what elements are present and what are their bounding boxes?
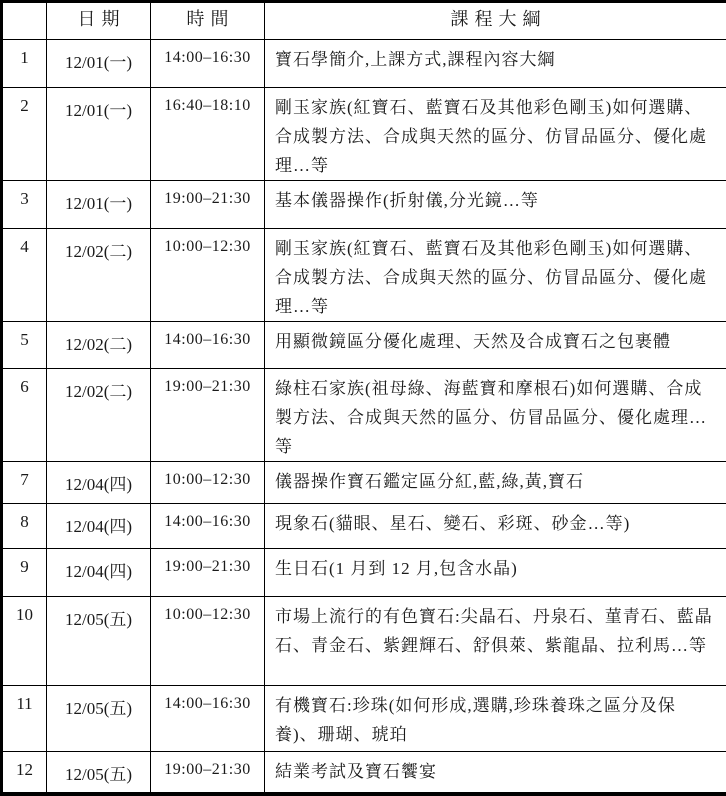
table-row [2,549,726,597]
row-number-cell: 3 [2,181,47,229]
outline-cell: 有機寶石:珍珠(如何形成,選購,珍珠養珠之區分及保養)、珊瑚、琥珀 [265,686,726,752]
table-row [2,40,726,88]
table-row [2,369,726,462]
header-date: 日期 [47,2,151,40]
row-number-cell: 12 [2,752,47,794]
table-row [2,462,726,504]
date-cell: 12/04(四) [47,504,151,549]
row-number-cell: 8 [2,504,47,549]
date-cell: 12/01(一) [47,40,151,88]
date-cell: 12/01(一) [47,88,151,181]
time-cell: 14:00–16:30 [151,40,265,88]
table-row [2,686,726,752]
row-number-cell: 7 [2,462,47,504]
time-cell: 14:00–16:30 [151,322,265,369]
outline-cell: 剛玉家族(紅寶石、藍寶石及其他彩色剛玉)如何選購、合成製方法、合成與天然的區分、仿冒品區分、優化處理…等 [265,229,726,322]
table-row [2,752,726,794]
time-cell: 19:00–21:30 [151,752,265,794]
row-number-cell: 10 [2,597,47,686]
row-number-cell: 5 [2,322,47,369]
row-number-cell: 4 [2,229,47,322]
table-row [2,229,726,322]
table-row [2,504,726,549]
date-cell: 12/02(二) [47,369,151,462]
date-cell: 12/02(二) [47,229,151,322]
date-cell: 12/02(二) [47,322,151,369]
outline-cell: 基本儀器操作(折射儀,分光鏡…等 [265,181,726,229]
row-number-cell: 11 [2,686,47,752]
outline-cell: 寶石學簡介,上課方式,課程內容大綱 [265,40,726,88]
table-row [2,88,726,181]
time-cell: 16:40–18:10 [151,88,265,181]
time-cell: 19:00–21:30 [151,369,265,462]
outline-cell: 用顯微鏡區分優化處理、天然及合成寶石之包裹體 [265,322,726,369]
time-cell: 19:00–21:30 [151,549,265,597]
header-index [2,2,47,40]
outline-cell: 剛玉家族(紅寶石、藍寶石及其他彩色剛玉)如何選購、合成製方法、合成與天然的區分、仿冒品區分、優化處理…等 [265,88,726,181]
outline-cell: 綠柱石家族(祖母綠、海藍寶和摩根石)如何選購、合成製方法、合成與天然的區分、仿冒品區分、優化處理…等 [265,369,726,462]
header-outline: 課程大綱 [265,2,726,40]
date-cell: 12/05(五) [47,686,151,752]
time-cell: 14:00–16:30 [151,504,265,549]
header-time: 時間 [151,2,265,40]
outline-cell: 結業考試及寶石饗宴 [265,752,726,794]
header-row [2,2,726,40]
date-cell: 12/04(四) [47,462,151,504]
time-cell: 10:00–12:30 [151,229,265,322]
date-cell: 12/01(一) [47,181,151,229]
outline-cell: 市場上流行的有色寶石:尖晶石、丹泉石、菫青石、藍晶石、青金石、紫鋰輝石、舒俱萊、紫龍晶、拉利馬…等 [265,597,726,686]
row-number-cell: 9 [2,549,47,597]
outline-cell: 儀器操作寶石鑑定區分紅,藍,綠,黃,寶石 [265,462,726,504]
time-cell: 10:00–12:30 [151,462,265,504]
outline-cell: 現象石(貓眼、星石、變石、彩斑、砂金…等) [265,504,726,549]
date-cell: 12/05(五) [47,597,151,686]
table-row [2,181,726,229]
outline-cell: 生日石(1 月到 12 月,包含水晶) [265,549,726,597]
table-row [2,597,726,686]
row-number-cell: 6 [2,369,47,462]
row-number-cell: 1 [2,40,47,88]
time-cell: 14:00–16:30 [151,686,265,752]
time-cell: 19:00–21:30 [151,181,265,229]
table-row [2,322,726,369]
date-cell: 12/05(五) [47,752,151,794]
time-cell: 10:00–12:30 [151,597,265,686]
row-number-cell: 2 [2,88,47,181]
date-cell: 12/04(四) [47,549,151,597]
